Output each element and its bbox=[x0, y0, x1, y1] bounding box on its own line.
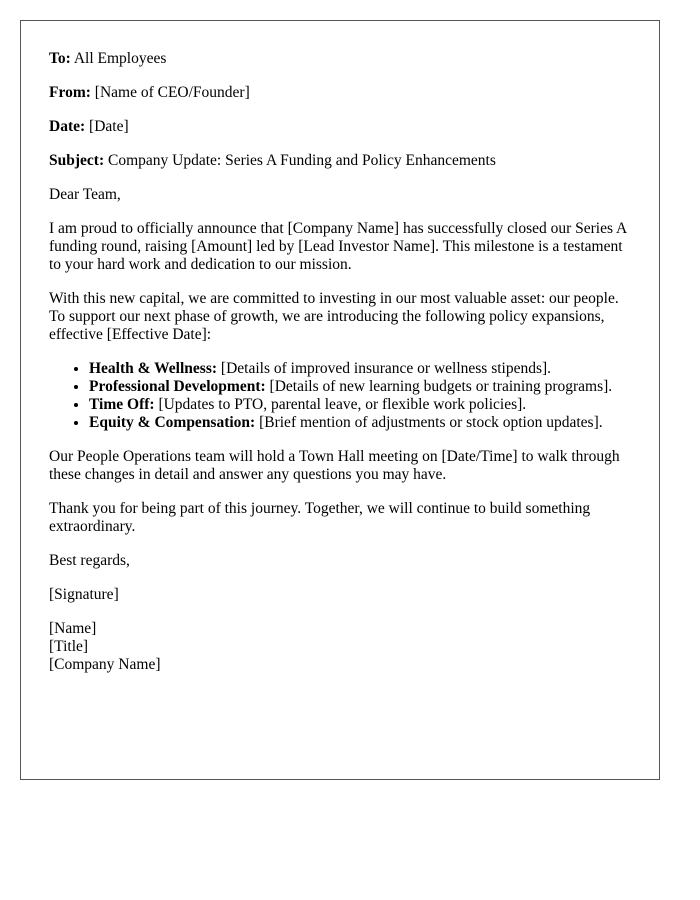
sender-block bbox=[49, 620, 631, 674]
date-line bbox=[49, 118, 631, 136]
policy-intro-paragraph: With this new capital, we are committed to investing in our most valuable asset: our people. To support our next phase of growth, we are introducing the following policy expansions, effective [Effective Date]: bbox=[49, 290, 619, 343]
from-label: From: bbox=[49, 84, 91, 101]
sender-name: [Name] bbox=[49, 620, 97, 637]
benefit-text: [Details of new learning budgets or training programs]. bbox=[265, 378, 613, 395]
signature-placeholder: [Signature] bbox=[49, 586, 119, 603]
sender-title: [Title] bbox=[49, 638, 89, 655]
benefit-label: Health & Wellness: bbox=[89, 360, 218, 377]
subject-value: Company Update: Series A Funding and Policy Enhancements bbox=[104, 152, 496, 169]
subject-line bbox=[49, 152, 631, 170]
benefit-label: Time Off: bbox=[89, 396, 155, 413]
list-item bbox=[89, 378, 631, 396]
date-label: Date: bbox=[49, 118, 86, 135]
benefits-list bbox=[49, 360, 631, 432]
to-label: To: bbox=[49, 50, 71, 67]
from-value: [Name of CEO/Founder] bbox=[90, 84, 250, 101]
announcement-paragraph: I am proud to officially announce that [Company Name] has successfully closed our Series A funding round, raising [Amount] led by [Lead Investor Name]. This milestone is a testament to your hard work and dedication to our mission. bbox=[49, 220, 627, 273]
benefit-text: [Details of improved insurance or wellness stipends]. bbox=[217, 360, 552, 377]
benefit-label: Equity & Compensation: bbox=[89, 414, 256, 431]
benefit-text: [Brief mention of adjustments or stock option updates]. bbox=[255, 414, 603, 431]
date-value: [Date] bbox=[85, 118, 129, 135]
list-item bbox=[89, 396, 631, 414]
thank-you-paragraph: Thank you for being part of this journey. Together, we will continue to build something extraordinary. bbox=[49, 500, 591, 535]
to-value: All Employees bbox=[70, 50, 167, 67]
sign-off: Best regards, bbox=[49, 552, 130, 569]
list-item bbox=[89, 414, 631, 432]
town-hall-paragraph: Our People Operations team will hold a Town Hall meeting on [Date/Time] to walk through these changes in detail and answer any questions you may have. bbox=[49, 448, 620, 483]
memo-document bbox=[20, 20, 660, 780]
greeting: Dear Team, bbox=[49, 186, 121, 203]
benefit-text: [Updates to PTO, parental leave, or flexible work policies]. bbox=[154, 396, 527, 413]
subject-label: Subject: bbox=[49, 152, 105, 169]
to-line bbox=[49, 50, 631, 68]
list-item bbox=[89, 360, 631, 378]
benefit-label: Professional Development: bbox=[89, 378, 266, 395]
from-line bbox=[49, 84, 631, 102]
sender-company: [Company Name] bbox=[49, 656, 161, 673]
